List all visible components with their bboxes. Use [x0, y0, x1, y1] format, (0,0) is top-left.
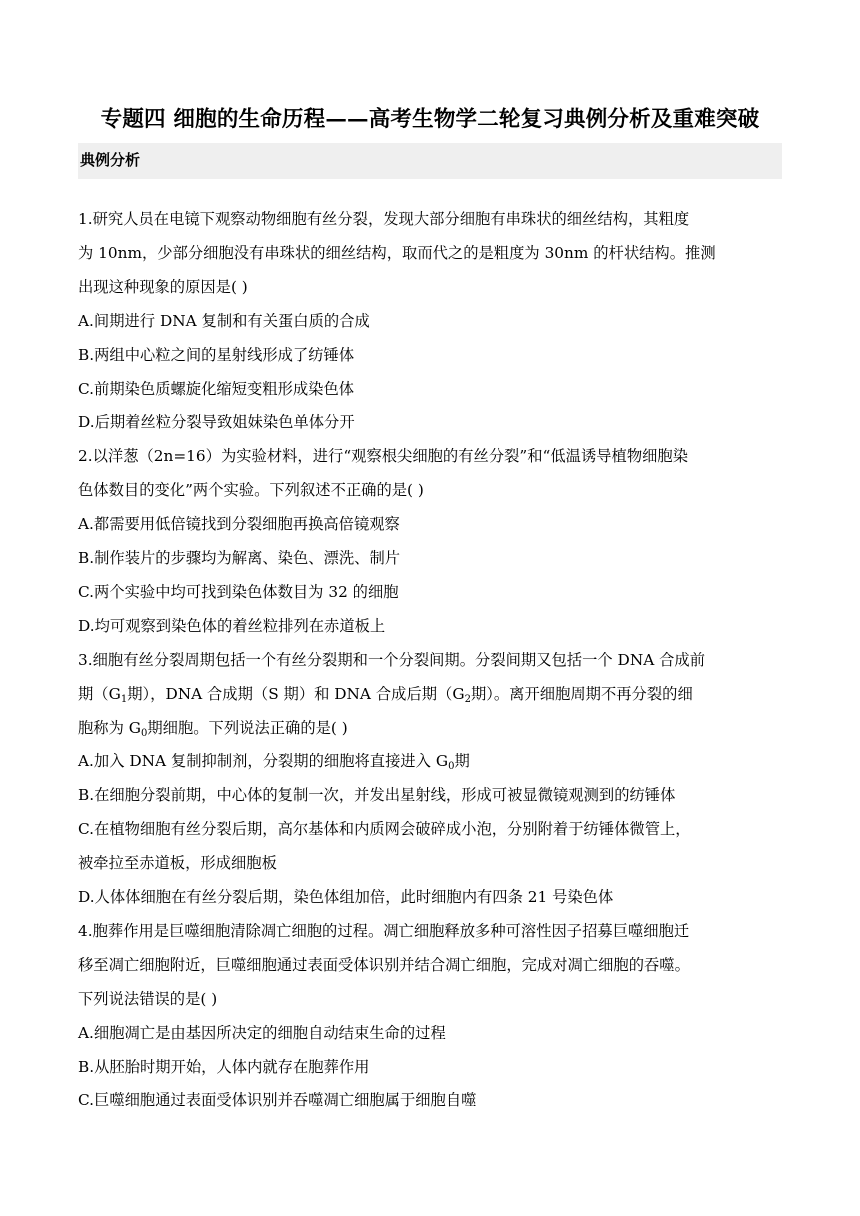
text-line [78, 717, 348, 739]
text-line: A.细胞凋亡是由基因所决定的细胞自动结束生命的过程 [78, 1023, 446, 1042]
text-line: C.在植物细胞有丝分裂后期，高尔基体和内质网会破碎成小泡，分别附着于纺锤体微管上， [78, 820, 691, 839]
text-line: 3.细胞有丝分裂周期包括一个有丝分裂期和一个分裂间期。分裂间期又包括一个 DNA 合成前 [78, 650, 706, 669]
subscript: 2 [464, 693, 471, 705]
text-line: 1.研究人员在电镜下观察动物细胞有丝分裂，发现大部分细胞有串珠状的细丝结构，其粗度 [78, 210, 690, 228]
text-line: C.两个实验中均可找到染色体数目为 32 的细胞 [78, 582, 399, 601]
text-line: 4.胞葬作用是巨噬细胞清除凋亡细胞的过程。凋亡细胞释放多种可溶性因子招募巨噬细胞迁 [78, 921, 690, 940]
text-line: 被牵拉至赤道板，形成细胞板 [78, 854, 277, 873]
text-line: 2.以洋葱（2n=16）为实验材料，进行“观察根尖细胞的有丝分裂”和“低温诱导植物细胞染 [78, 447, 689, 466]
text-segment: 期 [454, 752, 470, 771]
text-line [78, 683, 693, 705]
text-line: D.人体体细胞在有丝分裂后期，染色体组加倍，此时细胞内有四条 21 号染色体 [78, 888, 614, 906]
text-line: 出现这种现象的原因是( ) [78, 277, 248, 296]
text-line: 下列说法错误的是( ) [78, 989, 218, 1008]
text-line: C.巨噬细胞通过表面受体识别并吞噬凋亡细胞属于细胞自噬 [78, 1091, 477, 1110]
text-segment: 胞称为 G [78, 718, 141, 737]
text-segment: 期（G [78, 684, 121, 703]
document-title: 专题四 细胞的生命历程——高考生物学二轮复习典例分析及重难突破 [100, 107, 760, 132]
section-heading-bar [78, 143, 782, 179]
text-segment: 期）。离开细胞周期不再分裂的细 [470, 684, 693, 703]
subscript: 1 [120, 693, 128, 705]
text-line: B.从胚胎时期开始，人体内就存在胞葬作用 [78, 1057, 370, 1076]
text-line: B.两组中心粒之间的星射线形成了纺锤体 [78, 345, 355, 364]
text-segment: A.加入 DNA 复制抑制剂，分裂期的细胞将直接进入 G [78, 752, 449, 771]
text-line: A.都需要用低倍镜找到分裂细胞再换高倍镜观察 [78, 515, 400, 534]
text-line: 为 10nm，少部分细胞没有串珠状的细丝结构，取而代之的是粗度为 30nm 的杆状结构。推测 [78, 243, 716, 262]
text-line: 色体数目的变化”两个实验。下列叙述不正确的是( ) [78, 481, 424, 500]
text-line: B.在细胞分裂前期，中心体的复制一次，并发出星射线，形成可被显微镜观测到的纺锤体 [78, 786, 676, 805]
text-segment: 期），DNA 合成期（S 期）和 DNA 合成后期（G [127, 684, 465, 703]
text-line: A.间期进行 DNA 复制和有关蛋白质的合成 [78, 311, 370, 330]
text-segment: 期细胞。下列说法正确的是( ) [147, 718, 348, 737]
subscript: 0 [448, 761, 455, 773]
text-line: D.后期着丝粒分裂导致姐妹染色单体分开 [78, 413, 355, 432]
text-line [78, 750, 470, 772]
subscript: 0 [140, 727, 148, 739]
text-line: C.前期染色质螺旋化缩短变粗形成染色体 [78, 379, 355, 398]
text-line: B.制作装片的步骤均为解离、染色、漂洗、制片 [78, 549, 401, 567]
text-line: D.均可观察到染色体的着丝粒排列在赤道板上 [78, 616, 386, 635]
text-line: 移至凋亡细胞附近，巨噬细胞通过表面受体识别并结合凋亡细胞，完成对凋亡细胞的吞噬。 [78, 955, 690, 974]
section-heading: 典例分析 [80, 151, 141, 169]
